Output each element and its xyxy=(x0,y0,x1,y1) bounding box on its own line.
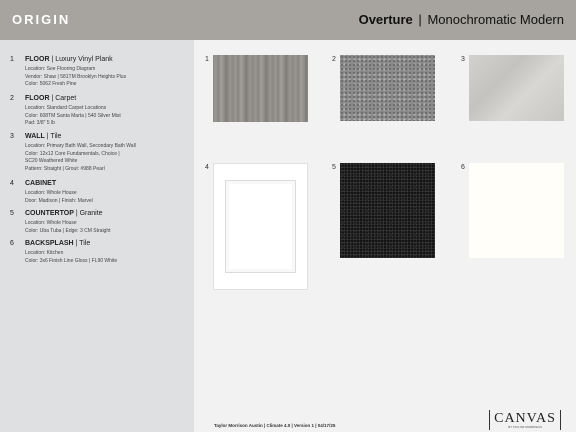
collection-style: Monochromatic Modern xyxy=(427,12,564,27)
spec-category: CABINET xyxy=(25,180,57,187)
swatch-number: 4 xyxy=(205,164,209,171)
swatch-granite xyxy=(340,163,435,258)
spec-number: 6 xyxy=(10,240,14,247)
spec-type: Carpet xyxy=(55,95,77,102)
spec-sidebar xyxy=(0,40,194,432)
spec-detail: Color: 12x12 Core Fundamentals, Choice | xyxy=(25,150,120,157)
spec-title: WALL | Tile xyxy=(25,133,62,140)
spec-number: 3 xyxy=(10,133,14,140)
swatch-number: 5 xyxy=(332,164,336,171)
swatch-number: 6 xyxy=(461,164,465,171)
spec-detail: Pad: 3/8" 5 lb xyxy=(25,120,55,126)
spec-title: BACKSPLASH | Tile xyxy=(25,240,91,247)
logo-wordmark: CANVAS xyxy=(494,411,556,426)
swatch-backsplash xyxy=(469,163,564,258)
spec-title: FLOOR | Carpet xyxy=(25,95,77,102)
spec-detail: Color: 5062 Fresh Pine xyxy=(25,81,77,87)
title-separator: | xyxy=(418,12,422,27)
spec-number: 4 xyxy=(10,180,14,187)
spec-detail: Location: Whole House xyxy=(25,190,77,196)
cabinet-door-panel xyxy=(225,180,296,273)
spec-detail: Location: See Flooring Diagram xyxy=(25,66,96,72)
swatch-cabinet-door xyxy=(213,163,308,290)
brand-title: ORIGIN xyxy=(12,12,71,27)
spec-type: Tile xyxy=(79,240,91,247)
spec-number: 1 xyxy=(10,56,14,63)
header-bar xyxy=(0,0,576,40)
spec-detail: Door: Madison | Finish: Marvel xyxy=(25,197,93,204)
spec-type: Luxury Vinyl Plank xyxy=(55,56,113,63)
spec-title xyxy=(25,180,56,187)
spec-detail: Pattern: Straight | Grout: #988 Pearl xyxy=(25,165,105,172)
spec-number: 2 xyxy=(10,95,14,102)
spec-category: WALL xyxy=(25,133,45,140)
spec-detail: Vendor: Shaw | 581TM Brooklyn Heights Plus xyxy=(25,73,127,80)
footer-text: Taylor Morrison Austin | Climate 4.0 | Version 1 | 04/17/25 xyxy=(214,423,336,428)
spec-title: FLOOR | Luxury Vinyl Plank xyxy=(25,56,113,63)
logo-subtitle: BY TAYLOR MORRISON xyxy=(508,425,542,429)
spec-detail: Color: 3x6 Finish Line Gloss | FL90 White xyxy=(25,257,118,264)
spec-detail: Location: Primary Bath Wall, Secondary Bath Wall xyxy=(25,143,136,149)
spec-category: BACKSPLASH xyxy=(25,240,74,247)
spec-category: FLOOR xyxy=(25,56,50,63)
swatch-number: 1 xyxy=(205,56,209,63)
swatch-carpet xyxy=(340,55,435,121)
spec-category: COUNTERTOP xyxy=(25,210,74,217)
collection-title xyxy=(359,12,564,27)
swatch-number: 3 xyxy=(461,56,465,63)
swatch-vinyl-plank xyxy=(213,55,308,122)
spec-detail: Location: Whole House xyxy=(25,220,77,226)
spec-detail: Color: Uba Tuba | Edge: 3 CM Straight xyxy=(25,227,111,234)
spec-detail: SC20 Weathered White xyxy=(25,158,78,164)
spec-detail: Location: Standard Carpet Locations xyxy=(25,105,107,111)
canvas-logo xyxy=(489,410,561,430)
swatch-wall-tile xyxy=(469,55,564,121)
collection-name: Overture xyxy=(358,12,413,27)
spec-detail: Location: Kitchen xyxy=(25,250,64,256)
spec-number: 5 xyxy=(10,210,14,217)
spec-category: FLOOR xyxy=(25,95,50,102)
spec-detail: Color: 608TM Santa Marta | 540 Silver Mist xyxy=(25,112,121,119)
spec-title: COUNTERTOP | Granite xyxy=(25,210,103,217)
swatch-number: 2 xyxy=(332,56,336,63)
spec-type: Granite xyxy=(79,210,103,217)
spec-type: Tile xyxy=(50,133,62,140)
